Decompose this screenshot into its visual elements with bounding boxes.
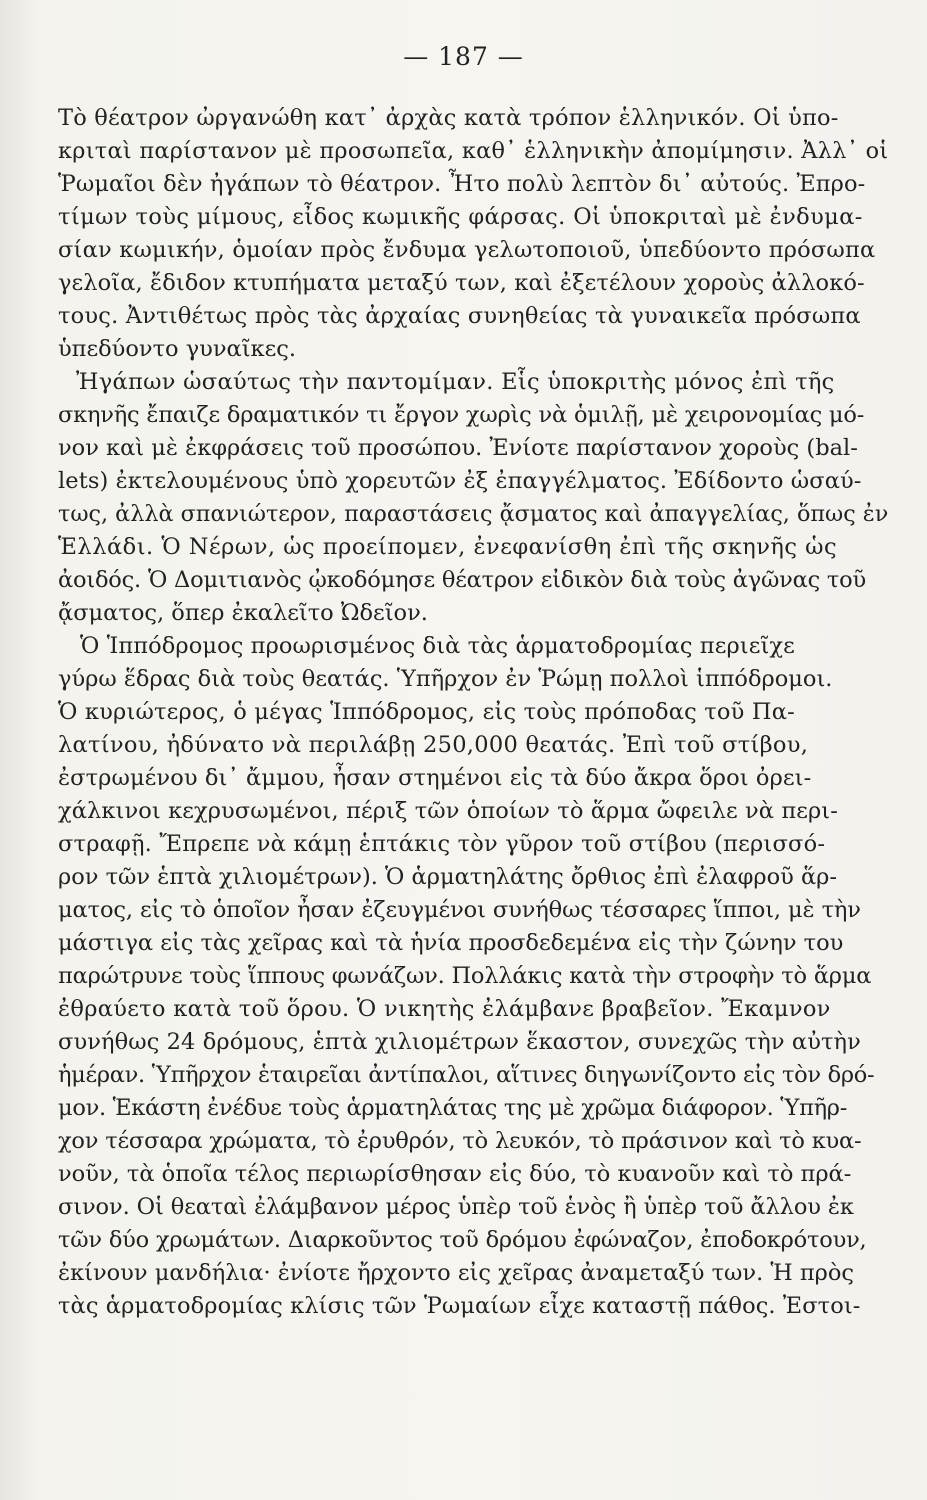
text-line: τους. Ἀντιθέτως πρὸς τὰς ἀρχαίας συνηθείας τὰ γυναικεῖα πρόσωπα: [58, 303, 861, 329]
text-line: συνήθως 24 δρόμους, ἑπτὰ χιλιομέτρων ἕκαστον, συνεχῶς τὴν αὐτὴν: [58, 1029, 861, 1055]
text-line: Ῥωμαῖοι δὲν ἠγάπων τὸ θέατρον. Ἦτο πολὺ λεπτὸν δι᾽ αὐτούς. Ἐπρο-: [58, 171, 866, 197]
text-line: τὰς ἁρματοδρομίας κλίσις τῶν Ῥωμαίων εἶχε καταστῇ πάθος. Ἐστοι-: [58, 1293, 861, 1319]
text-line: ἡμέραν. Ὑπῆρχον ἑταιρεῖαι ἀντίπαλοι, αἵτινες διηγωνίζοντο εἰς τὸν δρό-: [58, 1062, 875, 1088]
text-line: ᾄσματος, ὅπερ ἐκαλεῖτο Ὠδεῖον.: [58, 600, 428, 626]
text-line: χον τέσσαρα χρώματα, τὸ ἐρυθρόν, τὸ λευκόν, τὸ πράσινον καὶ τὸ κυα-: [58, 1128, 862, 1154]
text-line: Ὁ Ἱππόδρομος προωρισμένος διὰ τὰς ἁρματοδρομίας περιεῖχε: [80, 633, 795, 659]
text-line: νοῦν, τὰ ὁποῖα τέλος περιωρίσθησαν εἰς δύο, τὸ κυανοῦν καὶ τὸ πρά-: [58, 1161, 852, 1187]
text-line: Ὁ κυριώτερος, ὁ μέγας Ἱππόδρομος, εἰς τοὺς πρόποδας τοῦ Πα-: [58, 699, 795, 725]
text-line: Ἑλλάδι. Ὁ Νέρων, ὡς προείπομεν, ἐνεφανίσθη ἐπὶ τῆς σκηνῆς ὡς: [58, 534, 838, 560]
text-line: ματος, εἰς τὸ ὁποῖον ἦσαν ἐζευγμένοι συνήθως τέσσαρες ἵπποι, μὲ τὴν: [58, 897, 861, 923]
text-line: σινον. Οἱ θεαταὶ ἐλάμβανον μέρος ὑπὲρ τοῦ ἑνὸς ἢ ὑπὲρ τοῦ ἄλλου ἐκ: [58, 1194, 854, 1220]
text-line: σίαν κωμικήν, ὁμοίαν πρὸς ἔνδυμα γελωτοποιοῦ, ὑπεδύοντο πρόσωπα: [58, 237, 876, 263]
text-line: νον καὶ μὲ ἐκφράσεις τοῦ προσώπου. Ἐνίοτε παρίστανον χοροὺς (bal-: [58, 435, 858, 461]
text-line: τῶν δύο χρωμάτων. Διαρκοῦντος τοῦ δρόμου ἐφώναζον, ἐποδοκρότουν,: [58, 1227, 867, 1253]
text-line: Τὸ θέατρον ὠργανώθη κατ᾽ ἀρχὰς κατὰ τρόπον ἑλληνικόν. Οἱ ὑπο-: [58, 105, 839, 131]
text-line: τως, ἀλλὰ σπανιώτερον, παραστάσεις ᾄσματος καὶ ἀπαγγελίας, ὅπως ἐν: [58, 501, 889, 527]
text-line: ὑπεδύοντο γυναῖκες.: [58, 336, 297, 362]
text-line: στραφῇ. Ἔπρεπε νὰ κάμῃ ἑπτάκις τὸν γῦρον τοῦ στίβου (περισσό-: [58, 831, 826, 857]
text-line: γύρω ἕδρας διὰ τοὺς θεατάς. Ὑπῆρχον ἐν Ῥώμῃ πολλοὶ ἱππόδρομοι.: [58, 666, 833, 692]
text-line: ἐστρωμένου δι᾽ ἄμμου, ἦσαν στημένοι εἰς τὰ δύο ἄκρα ὅροι ὀρει-: [58, 765, 812, 791]
text-line: γελοῖα, ἔδιδον κτυπήματα μεταξύ των, καὶ ἐξετέλουν χοροὺς ἀλλοκό-: [58, 270, 865, 296]
text-line: ἐθραύετο κατὰ τοῦ ὅρου. Ὁ νικητὴς ἐλάμβανε βραβεῖον. Ἔκαμνον: [58, 996, 831, 1022]
text-line: τίμων τοὺς μίμους, εἶδος κωμικῆς φάρσας. Οἱ ὑποκριταὶ μὲ ἐνδυμα-: [58, 204, 863, 230]
text-line: μον. Ἑκάστη ἐνέδυε τοὺς ἁρματηλάτας της μὲ χρῶμα διάφορον. Ὑπῆρ-: [58, 1095, 848, 1121]
text-line: lets) ἐκτελουμένους ὑπὸ χορευτῶν ἐξ ἐπαγγέλματος. Ἐδίδοντο ὡσαύ-: [58, 468, 862, 494]
text-line: κριταὶ παρίστανον μὲ προσωπεῖα, καθ᾽ ἑλληνικὴν ἀπομίμησιν. Ἀλλ᾽ οἱ: [58, 138, 889, 164]
text-line: Ἠγάπων ὡσαύτως τὴν παντομίμαν. Εἷς ὑποκριτὴς μόνος ἐπὶ τῆς: [76, 369, 835, 395]
text-line: παρώτρυνε τοὺς ἵππους φωνάζων. Πολλάκις κατὰ τὴν στροφὴν τὸ ἅρμα: [58, 963, 872, 989]
text-line: ἀοιδός. Ὁ Δομιτιανὸς ᾠκοδόμησε θέατρον εἰδικὸν διὰ τοὺς ἀγῶνας τοῦ: [58, 567, 867, 593]
text-line: ρον τῶν ἑπτὰ χιλιομέτρων). Ὁ ἁρματηλάτης ὄρθιος ἐπὶ ἐλαφροῦ ἅρ-: [58, 864, 838, 890]
text-line: ἐκίνουν μανδήλια· ἐνίοτε ἤρχοντο εἰς χεῖρας ἀναμεταξύ των. Ἡ πρὸς: [58, 1260, 855, 1286]
text-line: χάλκινοι κεχρυσωμένοι, πέριξ τῶν ὁποίων τὸ ἅρμα ὤφειλε νὰ περι-: [58, 798, 838, 824]
text-line: σκηνῆς ἔπαιζε δραματικόν τι ἔργον χωρὶς νὰ ὁμιλῇ, μὲ χειρονομίας μό-: [58, 402, 865, 428]
page-number: — 187 —: [403, 42, 524, 71]
text-line: μάστιγα εἰς τὰς χεῖρας καὶ τὰ ἡνία προσδεδεμένα εἰς τὴν ζώνην του: [58, 930, 844, 956]
text-line: λατίνου, ἠδύνατο νὰ περιλάβῃ 250,000 θεατάς. Ἐπὶ τοῦ στίβου,: [58, 732, 809, 758]
